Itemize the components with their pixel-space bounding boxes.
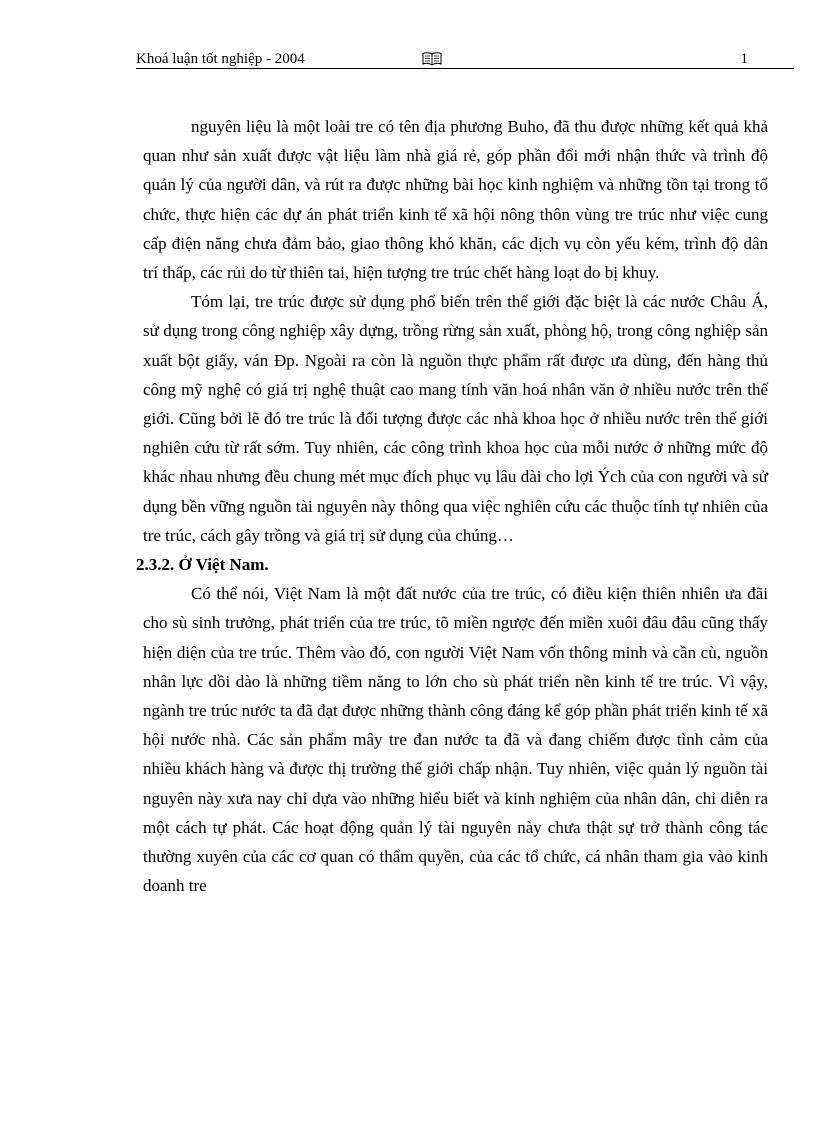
paragraph-vietnam: Có thể nói, Việt Nam là một đất nước của tre trúc, có điều kiện thiên nhiên ưa đãi cho sù sinh trưởng, phát triển của tre trúc, tõ miền ngược đến miền xuôi đâu đâu cũng thấy hiện diện của tre trúc. Thêm vào đó, con người Việt Nam vốn thông minh và cần cù, nguồn nhân lực dồi dào là những tiềm năng to lớn cho sù phát triển nền kinh tế tre trúc. Vì vậy, ngành tre trúc nước ta đã đạt được những thành công đáng kể góp phần phát triển kinh tế xã hội nước nhà. Các sản phẩm mây tre đan nước ta đã và đang chiếm được tình cảm của nhiều khách hàng và được thị trường thế giới chấp nhận. Tuy nhiên, việc quản lý nguồn tài nguyên này xưa nay chỉ dựa vào những hiểu biết và kinh nghiệm của nhân dân, chỉ diễn ra một cách tự phát. Các hoạt động quản lý tài nguyên này chưa thật sự trở thành công tác thường xuyên của các cơ quan có thẩm quyền, của các tổ chức, cá nhân tham gia vào kinh doanh tre [143, 584, 768, 896]
paragraph-continuation: nguyên liệu là một loài tre có tên địa phương Buho, đã thu được những kết quả khả quan như sản xuất được vật liệu làm nhà giá rẻ, góp phần đổi mới nhận thức và trình độ quản lý của người dân, và rút ra được những bài học kinh nghiệm và những tồn tại trong tổ chức, thực hiện các dự án phát triển kinh tế xã hội nông thôn vùng tre trúc như việc cung cấp điện năng chưa đảm bảo, giao thông khó khăn, các dịch vụ còn yếu kém, trình độ dân trí thấp, các rủi do từ thiên tai, hiện tượng tre trúc chết hàng loạt do bị khuy. [143, 117, 768, 283]
page-number: 1 [740, 51, 748, 67]
header-title: Khoá luận tốt nghiệp - 2004 [136, 51, 305, 67]
open-book-icon [422, 52, 442, 66]
page-header [136, 50, 794, 69]
paragraph-summary: Tóm lại, tre trúc được sử dụng phổ biến trên thế giới đặc biệt là các nước Châu Á, sử dụng trong công nghiệp xây dựng, trồng rừng sản xuất, phòng hộ, trong công nghiệp sản xuất bột giấy, ván Đp. Ngoài ra còn là nguồn thực phẩm rất được ưa dùng, đến hàng thủ công mỹ nghệ có giá trị nghệ thuật cao mang tính văn hoá nhân văn ở nhiều nước trên thế giới. Cũng bởi lẽ đó tre trúc là đối tượng được các nhà khoa học ở nhiều nước trên thế giới nghiên cứu từ rất sớm. Tuy nhiên, các công trình khoa học của mỗi nước ở những mức độ khác nhau nhưng đều chung mét mục đích phục vụ lâu dài cho lợi Ých của con người và sử dụng bền vững nguồn tài nguyên này thông qua việc nghiên cứu các thuộc tính tự nhiên của tre trúc, cách gây trồng và giá trị sử dụng của chúng… [143, 292, 768, 545]
document-body [136, 112, 768, 900]
section-heading: 2.3.2. Ở Việt Nam. [136, 555, 269, 575]
